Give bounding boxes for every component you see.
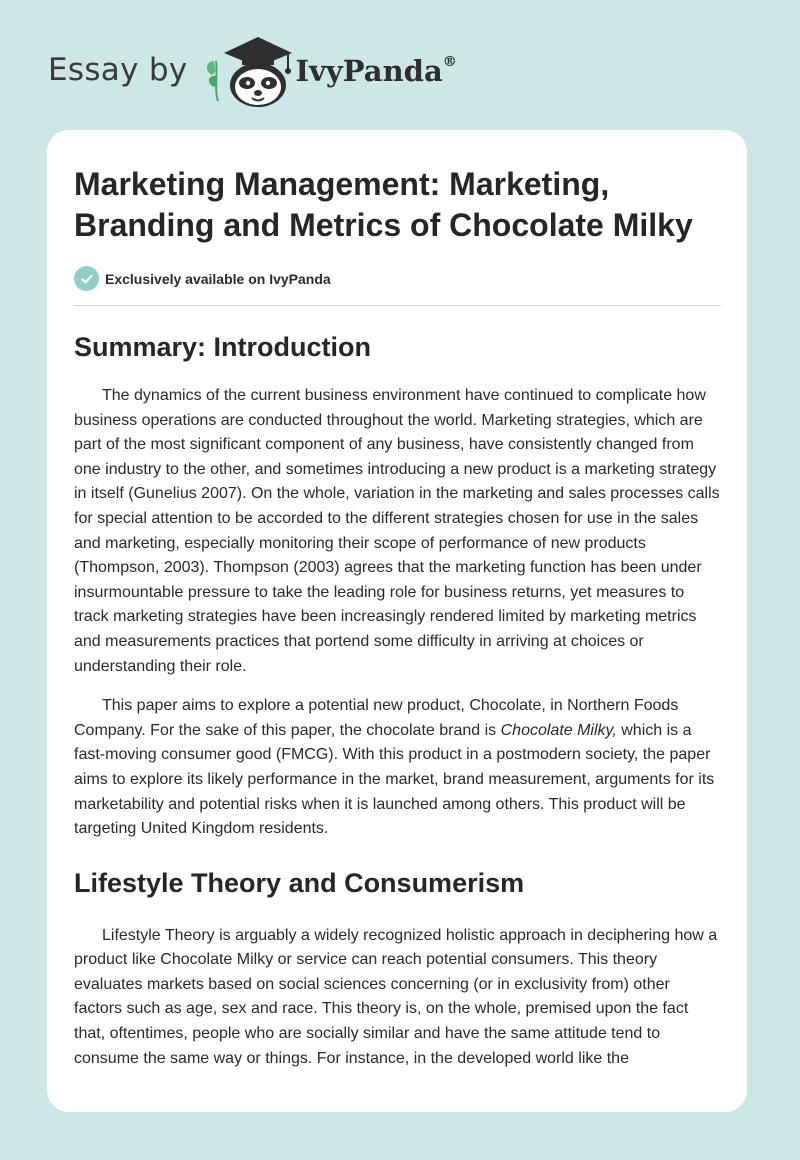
brand-name[interactable]: IvyPanda® [295,54,457,88]
paragraph: Lifestyle Theory is arguably a widely recognized holistic approach in deciphering how a product like Chocolate Milky or service can reach potential consumers. This theory evaluates markets based on social sciences concerning (or in exclusivity from) other factors such as age, sex and race. This theory is, on the whole, premised upon the fact that, oftentimes, people who are socially similar and have the same attitude tend to consume the same way or things. For instance, in the developed world like the [74,926,718,1067]
paragraph [74,694,721,842]
section-heading: Lifestyle Theory and Consumerism [74,867,525,898]
section-heading: Summary: Introduction [74,332,372,362]
essay-by-label: Essay by [48,52,188,88]
ivypanda-logo-icon[interactable] [202,31,294,109]
paragraph-text: This paper aims to explore a potential new product, Chocolate, in Northern Foods Company. For the sake of this paper, the chocolate brand is [74,697,679,739]
paragraph-text: which is a fast-moving consumer good (FMCG). With this product in a postmodern society, the paper aims to explore its likely performance in the market, brand measurement, arguments for its marketability and potential risks when it is launched among others. This product will be targeting United Kingdom residents. [74,721,715,838]
product-name-emphasis: Chocolate Milky, [500,721,617,739]
check-circle-icon [74,266,99,291]
article-card [47,130,747,1112]
section-lifestyle-theory [74,866,721,1072]
section-summary-introduction [74,330,721,842]
exclusive-label: Exclusively available on IvyPanda [105,270,331,287]
paragraph: The dynamics of the current business environment have continued to complicate how business operations are conducted throughout the world. Marketing strategies, which are part of the most significant component of any business, have consistently changed from one industry to the other, and sometimes introducing a new product is a marketing strategy in itself (Gunelius 2007). On the whole, variation in the marketing and sales processes calls for special attention to be accorded to the different strategies chosen for use in the sales and marketing, especially monitoring their scope of performance of new products (Thompson, 2003). Thompson (2003) agrees that the marketing function has been under insurmountable pressure to take the leading role for business returns, yet measures to track marketing strategies have been increasingly rendered limited by marketing metrics and measurements practices that portend some difficulty in arriving at choices or understanding their role. [74,387,720,675]
exclusive-badge [74,266,721,306]
site-header [48,30,457,110]
article-title: Marketing Management: Marketing, Branding and Metrics of Chocolate Milky [74,166,693,243]
